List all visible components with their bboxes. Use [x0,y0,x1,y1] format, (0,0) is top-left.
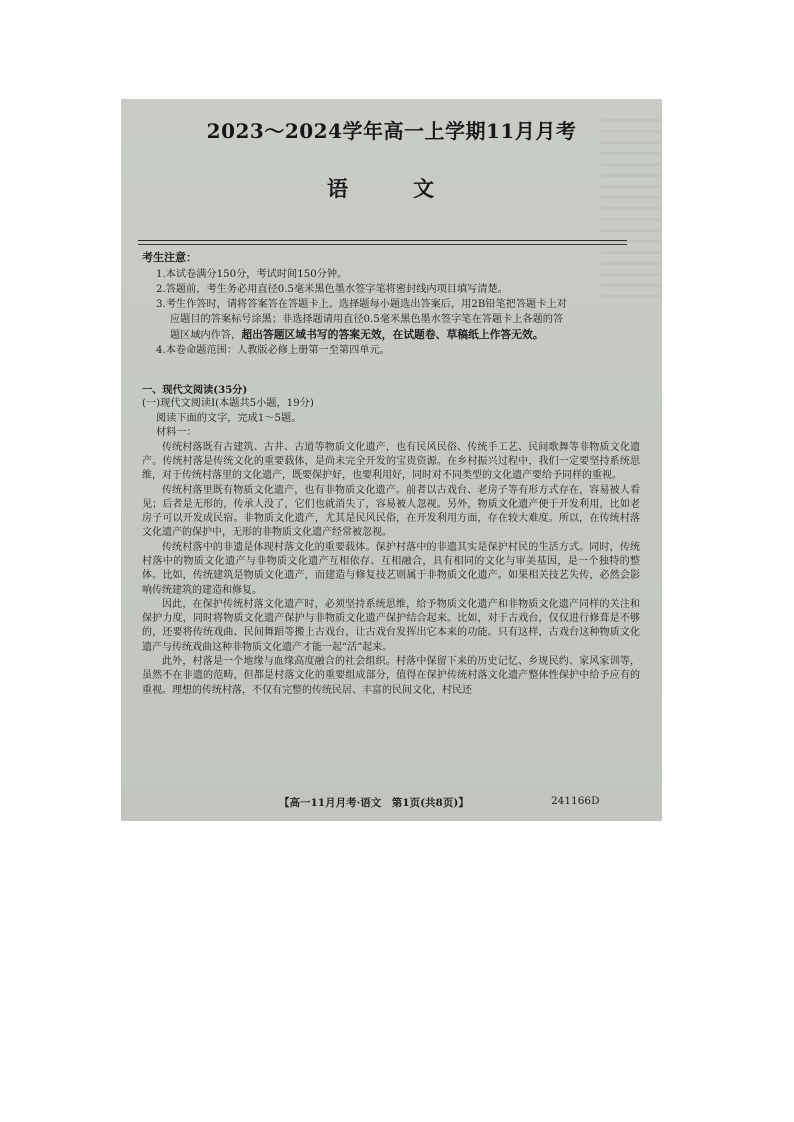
page-content [121,99,662,821]
reading-section [142,383,640,698]
passage-paragraph: 因此，在保护传统村落文化遗产时，必须坚持系统思维，给予物质文化遗产和非物质文化遗产同样的关注和保护力度，同时将物质文化遗产保护与非物质文化遗产保护结合起来。比如，对于古戏台，仅仅进行修葺是不够的，还要将传统戏曲、民间舞蹈等搬上古戏台，让古戏台发挥出它本来的功能。只有这样，古戏台这种物质文化遗产与传统戏曲这种非物质文化遗产才能一起“活”起来。 [142,598,640,653]
header-rule-thin [138,244,627,245]
section-title: 一、现代文阅读(35分) [142,384,248,396]
notice-item: 应题目的答案标号涂黑；非选择题请用直径0.5毫米黑色墨水签字笔在答题卡上各题的答 [170,314,564,325]
exam-title: 2023～2024学年高一上学期11月月考 [206,119,577,143]
notice-heading: 考生注意： [142,251,197,264]
reading-instruction: 阅读下面的文字，完成1～5题。 [156,412,302,424]
passage-paragraph: 此外，村落是一个地缘与血缘高度融合的社会组织。村落中保留下来的历史记忆、乡规民约、家风家训等，虽然不在非遗的范畴，但都是村落文化的重要组成部分，值得在保护传统村落文化遗产整体性保护中给予应有的重视。理想的传统村落，不仅有完整的传统民居、丰富的民间文化，村民还 [142,656,640,696]
notice-item: 3.考生作答时，请将答案答在答题卡上。选择题每小题选出答案后，用2B铅笔把答题卡上对 [156,299,567,310]
notice-item: 2.答题前，考生务必用直径0.5毫米黑色墨水签字笔将密封线内项目填写清楚。 [156,284,508,295]
passage-paragraph: 传统村落里既有物质文化遗产，也有非物质文化遗产。前者以古戏台、老房子等有形方式存在，容易被人看见；后者是无形的，传承人没了，它们也就消失了，容易被人忽视。另外，物质文化遗产便于开发利用，比如老房子可以开发成民宿。非物质文化遗产，尤其是民风民俗，在开发利用方面，存在较大难度。所以，在传统村落文化遗产的保护中，无形的非物质文化遗产经常被忽视。 [142,484,640,539]
passage-paragraph: 传统村落既有古建筑、古井、古道等物质文化遗产，也有民风民俗、传统手工艺、民间歌舞等非物质文化遗产。传统村落是传统文化的重要载体，是尚未完全开发的宝贵资源。在乡村振兴过程中，我们一定要坚持系统思维，对于传统村落里的文化遗产，既要保护好，也要利用好，同时对不同类型的文化遗产要给予同样的重视。 [142,441,640,482]
notice-item-text: 题区域内作答， [170,330,242,341]
subsection-title: (一)现代文阅读Ⅰ(本题共5小题，19分) [142,398,314,410]
candidate-notice [142,250,632,358]
notice-item [142,327,632,343]
notice-emphasis: 超出答题区域书写的答案无效，在试题卷、草稿纸上作答无效。 [241,328,544,341]
footer-page-label: 【高一11月月考·语文 第1页(共8页)】 [279,797,469,809]
passage-paragraph: 传统村落中的非遗是体现村落文化的重要载体。保护村落中的非遗其实是保护村民的生活方式。同时，传统村落中的物质文化遗产与非物质文化遗产互相依存、互相融合，具有相同的文化与审美基因，是一个独特的整体。比如，传统建筑是物质文化遗产，而建造与修复技艺则属于非物质文化遗产。如果相关技艺失传，必然会影响传统建筑的建造和修复。 [142,541,640,596]
scanned-page-photo [121,99,662,821]
notice-item: 4.本卷命题范围：人教版必修上册第一至第四单元。 [156,345,390,356]
notice-item: 1.本试卷满分150分，考试时间150分钟。 [156,269,348,280]
subject-title: 语 文 [327,176,456,201]
material-label: 材料一： [156,427,197,439]
footer-paper-code: 241166D [551,795,600,807]
header-rule-thick [138,240,627,241]
